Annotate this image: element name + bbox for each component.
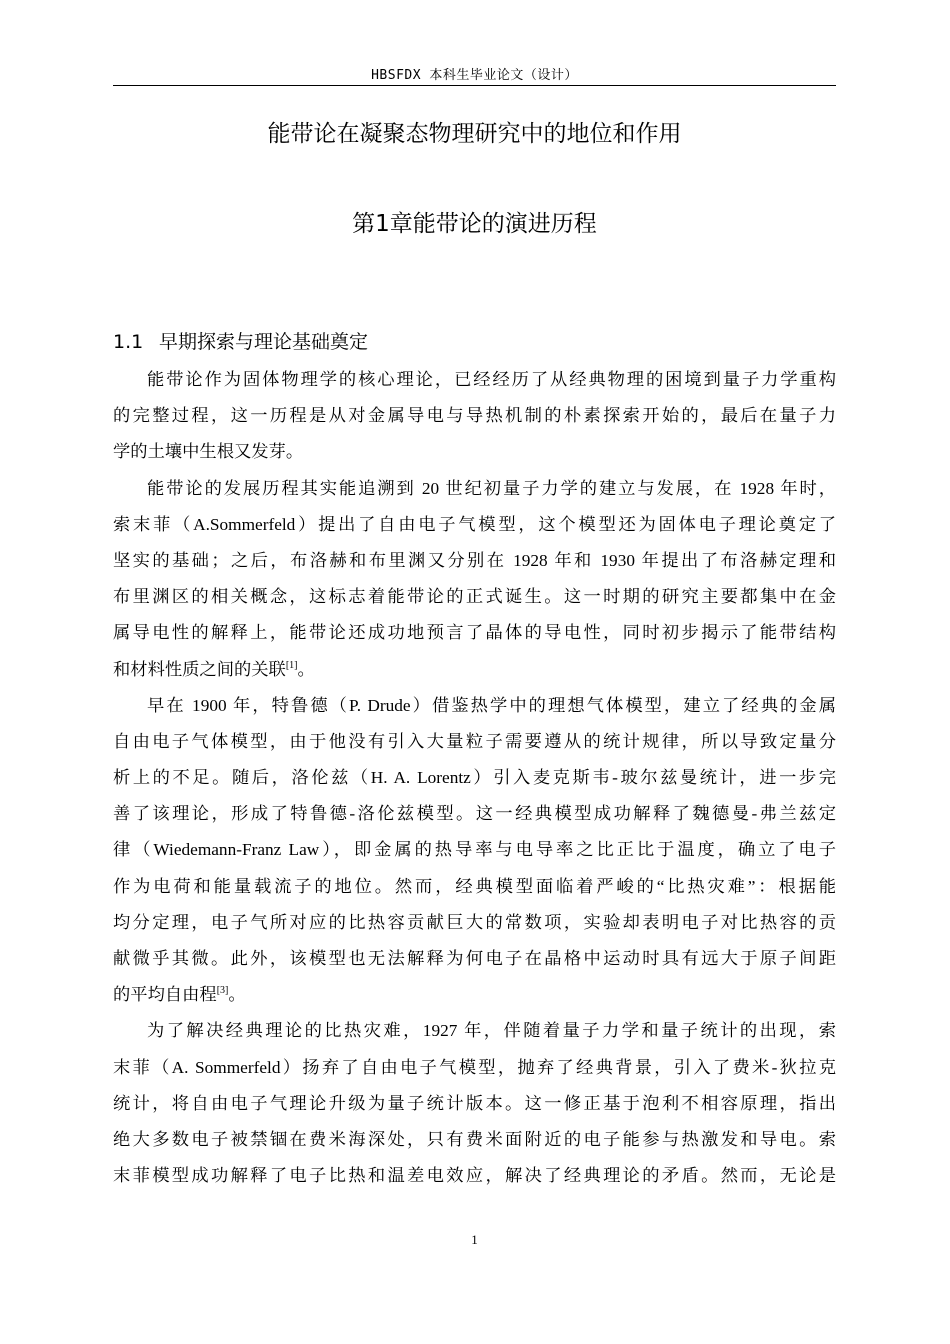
citation-mark: [1]: [285, 659, 298, 671]
text-line: 早在 1900 年，特鲁德（P. Drude）借鉴热学中的理想气体模型，建立了经典的金属: [147, 695, 836, 715]
text-line: 善了该理论，形成了特鲁德-洛伦兹模型。这一经典模型成功解释了魏德曼-弗兰兹定: [113, 804, 836, 824]
chapter-title: 第1章能带论的演进历程: [352, 211, 597, 237]
running-header: HBSFDX 本科生毕业论文（设计）: [371, 68, 578, 83]
text-line: 索末菲（A.Sommerfeld）提出了自由电子气模型，这个模型还为固体电子理论奠定了: [113, 514, 836, 534]
paragraph: [113, 471, 836, 688]
line-end: 。: [228, 985, 246, 1005]
text-line: 献微乎其微。此外，该模型也无法解释为何电子在晶格中运动时具有远大于原子间距: [113, 949, 836, 968]
page-number: 1: [471, 1232, 478, 1247]
section-heading: [113, 327, 836, 354]
text-line: 律（Wiedemann-Franz Law），即金属的热导率与电导率之比正比于温度，确立了电子: [113, 840, 836, 860]
text-line: 坚实的基础；之后，布洛赫和布里渊又分别在 1928 年和 1930 年提出了布洛赫定理和: [113, 550, 836, 570]
body-text: [113, 362, 836, 1194]
text-line: 属导电性的解释上，能带论还成功地预言了晶体的导电性，同时初步揭示了能带结构: [113, 623, 836, 643]
text-line: 末菲（A. Sommerfeld）扬弃了自由电子气模型，抛弃了经典背景，引入了费米-狄拉克: [113, 1057, 836, 1077]
text-line: 末菲模型成功解释了电子比热和温差电效应，解决了经典理论的矛盾。然而，无论是: [113, 1166, 836, 1186]
line-text: 和材料性质之间的关联: [113, 659, 286, 679]
text-line: 均分定理，电子气所对应的比热容贡献巨大的常数项，实验却表明电子对比热容的贡: [113, 912, 836, 932]
text-line: 能带论的发展历程其实能追溯到 20 世纪初量子力学的建立与发展，在 1928 年时，: [147, 478, 836, 498]
paper-title: 能带论在凝聚态物理研究中的地位和作用: [267, 121, 682, 147]
text-line: 统计，将自由电子气理论升级为量子统计版本。这一修正基于泡利不相容原理，指出: [113, 1093, 836, 1113]
text-line: 的完整过程，这一历程是从对金属导电与导热机制的朴素探索开始的，最后在量子力: [113, 406, 836, 426]
text-line: 为了解决经典理论的比热灾难，1927 年，伴随着量子力学和量子统计的出现，索: [147, 1021, 836, 1041]
text-line: 学的土壤中生根又发芽。: [113, 442, 304, 462]
text-line: 能带论作为固体物理学的核心理论，已经经历了从经典物理的困境到量子力学重构: [147, 370, 836, 389]
paragraph: [113, 1013, 836, 1194]
text-line: 作为电荷和能量载流子的地位。然而，经典模型面临着严峻的“比热灾难”：根据能: [113, 876, 836, 896]
header-rule: [113, 85, 836, 86]
citation-mark: [3]: [216, 985, 229, 997]
text-line: [113, 652, 836, 688]
section-title: 早期探索与理论基础奠定: [159, 331, 369, 353]
line-end: 。: [297, 659, 315, 679]
paragraph: [113, 688, 836, 1014]
paragraph: [113, 362, 836, 471]
text-line: 析上的不足。随后，洛伦兹（H. A. Lorentz）引入麦克斯韦-玻尔兹曼统计，进一步完: [113, 768, 836, 788]
text-line: 绝大多数电子被禁锢在费米海深处，只有费米面附近的电子能参与热激发和导电。索: [113, 1129, 836, 1149]
text-line: 布里渊区的相关概念，这标志着能带论的正式诞生。这一时期的研究主要都集中在金: [113, 587, 836, 607]
line-text: 的平均自由程: [113, 985, 217, 1005]
section-number: 1.1: [113, 331, 144, 353]
text-line: 自由电子气体模型，由于他没有引入大量粒子需要遵从的统计规律，所以导致定量分: [113, 731, 836, 751]
text-line: [113, 977, 836, 1013]
